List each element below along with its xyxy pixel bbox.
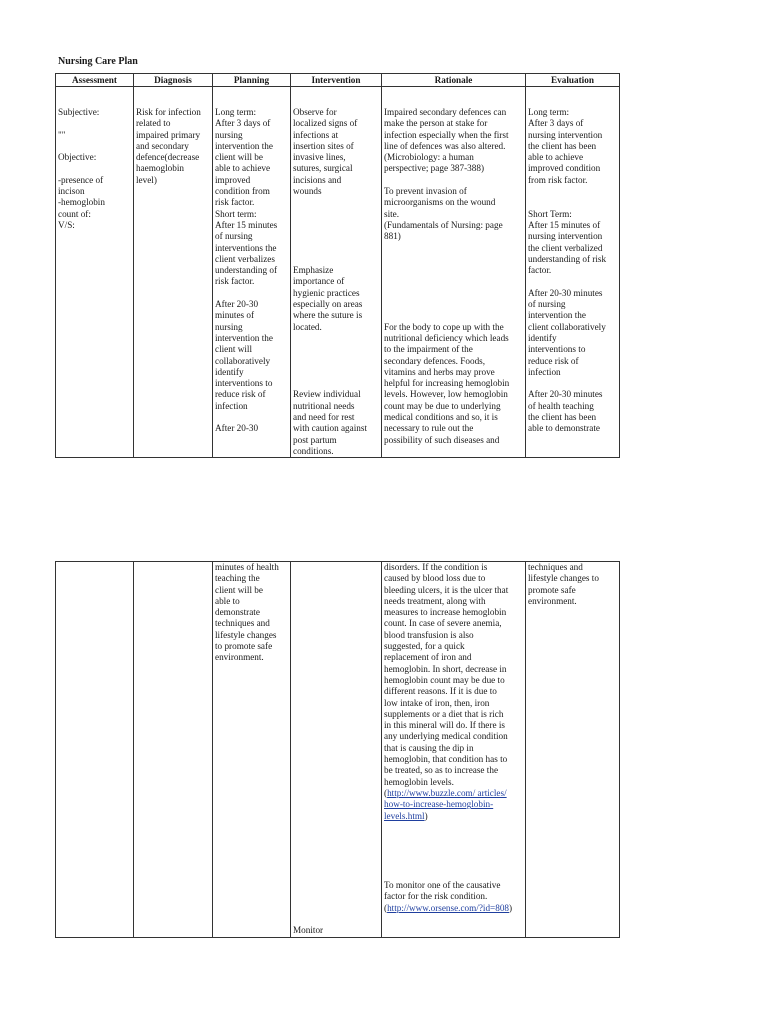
intervention-text: Observe for localized signs of infections at insertion sites of invasive lines, sutures, surgical incisions and wounds Emphasize importance of hygienic practices especially on areas where the suture is located. Review individual nutritional needs and need for rest with caution against post partum conditions.: [293, 107, 367, 456]
assessment-cell: [56, 87, 134, 458]
intervention-cell: [291, 87, 382, 458]
evaluation-text: techniques and lifestyle changes to promote safe environment.: [528, 562, 599, 606]
assessment-text: Subjective: "" Objective: -presence of incison -hemoglobin count of: V/S:: [58, 107, 105, 230]
rationale-text-end: ): [509, 902, 513, 913]
rationale-cell: [382, 87, 526, 458]
header-evaluation: Evaluation: [526, 74, 620, 87]
care-plan-table-page-1: [55, 73, 620, 458]
rationale-text: Impaired secondary defences can make the person at stake for infection especially when the first line of defences was also altered. (Microbiology: a human perspective; page 387-388) To prevent invasion of microorganisms on the wound site. (Fundamentals of Nursing: page 881) For the body to cope up with the nutritional deficiency which leads to the impairment of the secondary defences. Foods, vitamins and herbs may prove helpful for increasing hemoglobin levels. However, low hemoglobin count may be due to underlying medical conditions and so, it is necessary to rule out the possibility of such diseases and: [384, 107, 510, 445]
rationale-text-end: ): [424, 810, 428, 821]
header-diagnosis: Diagnosis: [134, 74, 213, 87]
table-row: [56, 562, 620, 938]
diagnosis-text: Risk for infection related to impaired primary and secondary defence(decrease haemoglobin level): [136, 107, 201, 185]
diagnosis-cell: [134, 562, 213, 938]
planning-cell: [213, 87, 291, 458]
rationale-text: disorders. If the condition is caused by blood loss due to bleeding ulcers, it is the ulcer that needs treatment, along with measures to increase hemoglobin count. In case of severe anemia, blood transfusion is also suggested, for a quick replacement of iron and hemoglobin. In short, decrease in hemoglobin count may be due to different reasons. If it is due to low intake of iron, then, iron supplements or a diet that is rich in this mineral will do. If there is any underlying medical condition that is causing the dip in hemoglobin, that condition has to be treated, so as to increase the hemoglobin levels.(: [384, 562, 509, 798]
planning-text: Long term: After 3 days of nursing intervention the client will be able to achieve improved condition from risk factor. Short term: After 15 minutes of nursing interventions the client verbalizes understanding of risk factor. After 20-30 minutes of nursing intervention the client will collaboratively identify interventions to reduce risk of infection After 20-30: [215, 107, 278, 434]
diagnosis-cell: [134, 87, 213, 458]
planning-text: minutes of health teaching the client will be able to demonstrate techniques and lifestyle changes to promote safe environment.: [215, 562, 279, 663]
header-planning: Planning: [213, 74, 291, 87]
orsense-link[interactable]: http://www.orsense.com/?id=808: [387, 902, 510, 913]
header-row: [56, 74, 620, 87]
evaluation-cell: [526, 87, 620, 458]
rationale-block-1: [384, 562, 523, 822]
rationale-block-2: [384, 880, 525, 914]
planning-cell: [213, 562, 291, 938]
header-rationale: Rationale: [382, 74, 526, 87]
intervention-text: Monitor: [293, 925, 324, 935]
table-row: [56, 87, 620, 458]
evaluation-text: Long term: After 3 days of nursing intervention the client has been able to achieve improved condition from risk factor. Short Term: After 15 minutes of nursing intervention the client verbalized understanding of risk factor. After 20-30 minutes of nursing intervention the client collaboratively identify interventions to reduce risk of infection After 20-30 minutes of health teaching the client has been able to demonstrate: [528, 107, 607, 434]
evaluation-cell: [526, 562, 620, 938]
rationale-cell: [382, 562, 526, 938]
header-intervention: Intervention: [291, 74, 382, 87]
intervention-cell: [291, 562, 382, 938]
care-plan-table-page-2: [55, 561, 620, 938]
assessment-cell: [56, 562, 134, 938]
page-title: Nursing Care Plan: [58, 56, 138, 67]
rationale-text: To monitor one of the causative factor for the risk condition.(: [384, 880, 501, 913]
header-assessment: Assessment: [56, 74, 134, 87]
buzzle-link[interactable]: http://www.buzzle.com/ articles/ how-to-increase-hemoglobin- levels.html: [384, 787, 507, 821]
